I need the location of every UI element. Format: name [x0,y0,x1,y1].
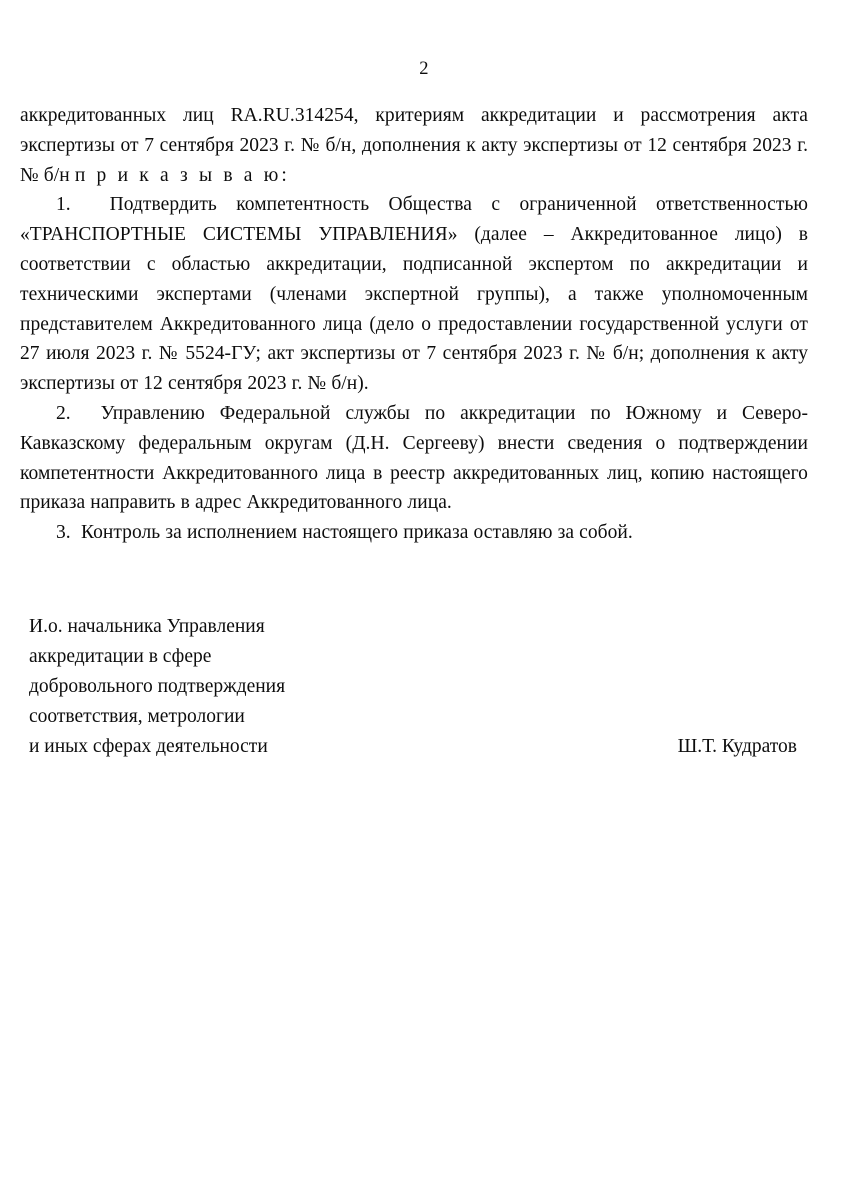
directive-word: п р и к а з ы в а ю [74,164,282,186]
list-item-text: Подтвердить компетентность Общества с ограниченной ответственностью «ТРАНСПОРТНЫЕ СИСТЕМЫ УПРАВЛЕНИЯ» (далее – Аккредитованное лицо) в соответствии с областью аккредитации, подписанной экспертом по аккредитации и техническими экспертами (членами экспертной группы), а также уполномоченным представителем Аккредитованного лица (дело о предоставлении государственной услуги от 27 июля 2023 г. № 5524-ГУ; акт экспертизы от 7 сентября 2023 г. № б/н; дополнения к акту экспертизы от 12 сентября 2023 г. № б/н). [20,194,809,395]
list-item [20,190,808,399]
page-number: 2 [419,59,429,79]
list-item-number: 3. [56,522,71,544]
paragraph-opening [20,101,808,190]
list-item-number: 2. [56,402,71,424]
signatory-title-line-1: И.о. начальника Управления [29,616,265,637]
list-item-number: 1. [56,194,71,216]
signatory-final-row [29,732,819,762]
signatory-title-line-4: соответствия, метрологии [29,706,245,727]
document-body [20,101,808,548]
signature-block [29,612,819,762]
signatory-title-line-3: добровольного подтверждения [29,676,286,697]
directive-colon: : [281,164,287,186]
signatory-title-line-2: аккредитации в сфере [29,646,212,667]
list-item [20,399,808,518]
signatory-title-line-5: и иных сферах деятельности [29,736,268,757]
list-item-text: Контроль за исполнением настоящего приказа оставляю за собой. [80,522,633,544]
list-item [20,518,808,548]
list-item-text: Управлению Федеральной службы по аккредитации по Южному и Северо-Кавказскому федеральным округам (Д.Н. Сергееву) внести сведения о подтверждении компетентности Аккредитованного лица в реестр аккредитованных лиц, копию настоящего приказа направить в адрес Аккредитованного лица. [20,402,808,514]
opening-text: аккредитованных лиц RA.RU.314254, критериям аккредитации и рассмотрения акта экспертизы от 7 сентября 2023 г. № б/н, дополнения к акту экспертизы от 12 сентября 2023 г. № б/н [20,105,808,186]
signatory-name: Ш.Т. Кудратов [677,736,797,757]
